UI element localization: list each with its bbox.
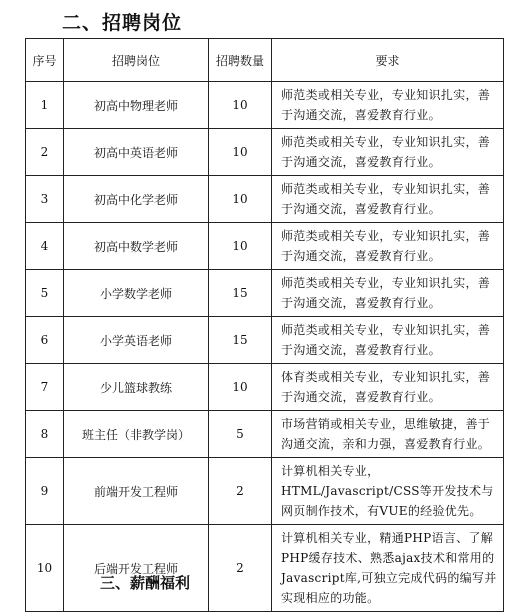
row-position: 后端开发工程师 (64, 525, 209, 612)
row-no: 2 (26, 129, 64, 176)
row-position: 前端开发工程师 (64, 458, 209, 525)
table-row (26, 82, 504, 129)
row-no: 6 (26, 317, 64, 364)
row-requirement: 师范类或相关专业，专业知识扎实，善于沟通交流，喜爱教育行业。 (272, 82, 504, 129)
section-heading: 二、招聘岗位 (62, 12, 183, 34)
row-no: 8 (26, 411, 64, 458)
row-requirement: 师范类或相关专业，专业知识扎实，善于沟通交流，喜爱教育行业。 (272, 176, 504, 223)
table-row (26, 176, 504, 223)
row-count: 5 (209, 411, 272, 458)
table-row (26, 411, 504, 458)
row-count: 2 (209, 458, 272, 525)
header-no: 序号 (26, 39, 64, 82)
table-row (26, 458, 504, 525)
row-count: 15 (209, 317, 272, 364)
table-row (26, 270, 504, 317)
row-no: 10 (26, 525, 64, 612)
table-row (26, 223, 504, 270)
row-position: 初高中物理老师 (64, 82, 209, 129)
row-requirement: 计算机相关专业，HTML/Javascript/CSS等开发技术与网页制作技术，有VUE的经验优先。 (272, 458, 504, 525)
table-row (26, 364, 504, 411)
table-row (26, 317, 504, 364)
table-header-row (26, 39, 504, 82)
row-requirement: 师范类或相关专业，专业知识扎实，善于沟通交流，喜爱教育行业。 (272, 129, 504, 176)
row-position: 初高中化学老师 (64, 176, 209, 223)
header-count: 招聘数量 (209, 39, 272, 82)
row-requirement: 师范类或相关专业，专业知识扎实，善于沟通交流，喜爱教育行业。 (272, 270, 504, 317)
row-count: 10 (209, 364, 272, 411)
row-requirement: 市场营销或相关专业，思维敏捷，善于沟通交流，亲和力强，喜爱教育行业。 (272, 411, 504, 458)
header-position: 招聘岗位 (64, 39, 209, 82)
row-no: 1 (26, 82, 64, 129)
row-count: 2 (209, 525, 272, 612)
row-no: 4 (26, 223, 64, 270)
row-no: 3 (26, 176, 64, 223)
row-position: 班主任（非教学岗） (64, 411, 209, 458)
row-no: 5 (26, 270, 64, 317)
row-requirement: 师范类或相关专业，专业知识扎实，善于沟通交流，喜爱教育行业。 (272, 223, 504, 270)
row-position: 初高中数学老师 (64, 223, 209, 270)
recruitment-table (25, 38, 504, 612)
row-position: 小学英语老师 (64, 317, 209, 364)
row-count: 10 (209, 223, 272, 270)
header-requirement: 要求 (272, 39, 504, 82)
row-requirement: 师范类或相关专业，专业知识扎实，善于沟通交流，喜爱教育行业。 (272, 317, 504, 364)
table-row (26, 129, 504, 176)
next-section-heading: 三、薪酬福利 (100, 574, 191, 592)
row-requirement: 体育类或相关专业，专业知识扎实，善于沟通交流，喜爱教育行业。 (272, 364, 504, 411)
row-no: 9 (26, 458, 64, 525)
row-position: 初高中英语老师 (64, 129, 209, 176)
table-row (26, 525, 504, 612)
row-position: 小学数学老师 (64, 270, 209, 317)
row-requirement: 计算机相关专业，精通PHP语言、了解PHP缓存技术、熟悉ajax技术和常用的Javascript库,可独立完成代码的编写并实现相应的功能。 (272, 525, 504, 612)
row-count: 15 (209, 270, 272, 317)
row-position: 少儿篮球教练 (64, 364, 209, 411)
row-count: 10 (209, 129, 272, 176)
row-count: 10 (209, 82, 272, 129)
row-no: 7 (26, 364, 64, 411)
row-count: 10 (209, 176, 272, 223)
